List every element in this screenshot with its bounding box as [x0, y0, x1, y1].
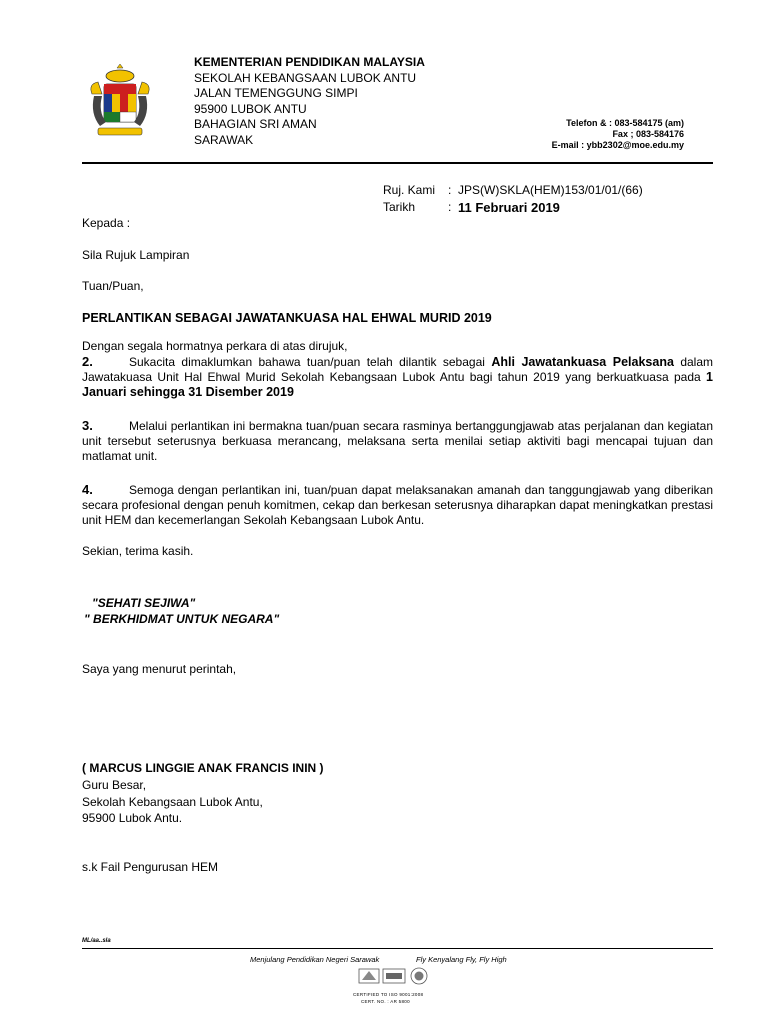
cert-standard: CERTIFIED TO ISO 9001:2008 [353, 992, 424, 997]
appointment-period: 1 Januari sehingga 31 Disember 2019 [82, 370, 713, 399]
initials-reference: ML/aa..sla [82, 938, 111, 944]
address-postcode: 95900 LUBOK ANTU [194, 102, 307, 116]
closing-line: Sekian, terima kasih. [82, 544, 194, 558]
paragraph-4 [82, 482, 713, 528]
sign-off: Saya yang menurut perintah, [82, 662, 237, 676]
paragraph-number: 3. [82, 418, 93, 433]
paragraph-number: 4. [82, 482, 93, 497]
header-divider [82, 162, 713, 164]
attachment-note: Sila Rujuk Lampiran [82, 248, 190, 262]
paragraph-text: Sukacita dimaklumkan bahawa tuan/puan telah dilantik sebagai [129, 355, 492, 369]
recipient-label: Kepada : [82, 216, 131, 230]
salutation: Tuan/Puan, [82, 279, 144, 293]
letter-subject: PERLANTIKAN SEBAGAI JAWATANKUASA HAL EHWAL MURID 2019 [82, 311, 492, 325]
certification-logos-icon [355, 965, 435, 995]
footer-slogan-right: Fly Kenyalang Fly, Fly High [416, 955, 507, 964]
signatory-title: Guru Besar, [82, 778, 147, 792]
address-street: JALAN TEMENGGUNG SIMPI [194, 86, 358, 100]
ministry-name: KEMENTERIAN PENDIDIKAN MALAYSIA [194, 55, 425, 69]
intro-line: Dengan segala hormatnya perkara di atas dirujuk, [82, 339, 348, 353]
school-name: SEKOLAH KEBANGSAAN LUBOK ANTU [194, 71, 417, 85]
paragraph-2 [82, 354, 713, 400]
cert-number: CERT. NO. : AR 5800 [361, 999, 410, 1004]
reference-colon: : [448, 183, 452, 197]
paragraph-text: Semoga dengan perlantikan ini, tuan/puan dapat melaksanakan amanah dan tanggungjawab yang diberikan secara profesional dengan penuh komitmen, cekap dan berkesan seterusnya diharapkan dapat meningkatkan prestasi unit HEM dan kecemerlangan Sekolah Kebangsaan Lubok Antu. [82, 483, 713, 527]
contact-email: E-mail : ybb2302@moe.edu.my [551, 140, 684, 150]
appointment-role: Ahli Jawatankuasa Pelaksana [491, 355, 674, 369]
signatory-school: Sekolah Kebangsaan Lubok Antu, [82, 795, 263, 809]
paragraph-text: Melalui perlantikan ini bermakna tuan/puan secara rasminya bertanggungjawab atas perjalanan dan kegiatan unit tersebut seterusnya berkuasa merancang, melaksana serta menilai setiap aktiviti bagi mencapai tujuan dan matlamat unit. [82, 419, 713, 463]
signatory-name: ( MARCUS LINGGIE ANAK FRANCIS ININ ) [82, 761, 324, 775]
contact-telephone: Telefon & : 083-584175 (am) [566, 118, 684, 128]
paragraph-number: 2. [82, 354, 93, 369]
address-state: SARAWAK [194, 133, 254, 147]
paragraph-3 [82, 418, 713, 464]
reference-number: JPS(W)SKLA(HEM)153/01/01/(66) [458, 183, 643, 197]
motto-line-1: "SEHATI SEJIWA" [92, 596, 196, 610]
motto-line-2: " BERKHIDMAT UNTUK NEGARA" [84, 612, 280, 626]
footer-divider [82, 948, 713, 949]
coat-of-arms-icon [84, 64, 156, 140]
footer-slogan-left: Menjulang Pendidikan Negeri Sarawak [250, 955, 380, 964]
date-label: Tarikh [383, 200, 416, 214]
address-division: BAHAGIAN SRI AMAN [194, 117, 317, 131]
contact-fax: Fax ; 083-584176 [612, 129, 684, 139]
letter-date: 11 Februari 2019 [458, 200, 560, 215]
date-colon: : [448, 200, 452, 214]
carbon-copy: s.k Fail Pengurusan HEM [82, 860, 219, 874]
signatory-address: 95900 Lubok Antu. [82, 811, 183, 825]
reference-label: Ruj. Kami [383, 183, 436, 197]
paragraph-text: dalam Jawatakuasa Unit Hal Ehwal Murid Sekolah Kebangsaan Lubok Antu bagi tahun 2019 yang berkuatkuasa pada [82, 355, 713, 384]
